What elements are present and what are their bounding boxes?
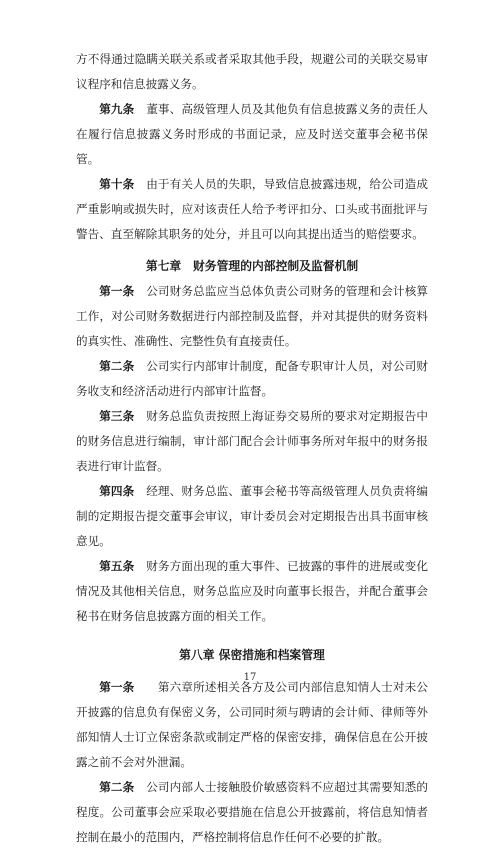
ch7-article-2 <box>76 354 428 404</box>
article-label: 第一条 <box>99 284 135 298</box>
article-text: 经理、财务总监、董事会秘书等高级管理人员负责将编制的定期报告提交董事会审议，审计委员会对定期报告出具书面审核意见。 <box>76 484 428 548</box>
ch7-article-3 <box>76 404 428 479</box>
ch7-article-4 <box>76 479 428 554</box>
article-label: 第四条 <box>99 484 135 498</box>
article-10 <box>76 172 428 247</box>
article-label: 第三条 <box>99 409 135 423</box>
ch7-article-1 <box>76 279 428 354</box>
article-label: 第五条 <box>99 559 135 573</box>
article-text: 公司财务总监应当总体负责公司财务的管理和会计核算工作，对公司财务数据进行内部控制及监督，并对其提供的财务资料的真实性、准确性、完整性负有直接责任。 <box>76 284 428 348</box>
article-text: 公司内部人士接触股价敏感资料不应超过其需要知悉的程度。公司董事会应采取必要措施在信息公开披露前，将信息知情者控制在最小的范围内，严格控制将信息作任何不必要的扩散。 <box>76 780 428 844</box>
article-9 <box>76 97 428 172</box>
article-label: 第二条 <box>99 359 135 373</box>
article-label: 第二条 <box>99 780 135 794</box>
ch8-article-1 <box>76 675 428 775</box>
article-label: 第九条 <box>99 102 135 116</box>
article-text: 第六章所述相关各方及公司内部信息知情人士对未公开披露的信息负有保密义务，公司同时须与聘请的会计师、律师等外部知情人士订立保密条款或制定严格的保密安排，确保信息在公开披露之前不会对外泄漏。 <box>76 680 428 769</box>
article-text: 公司实行内部审计制度，配备专职审计人员，对公司财务收支和经济活动进行内部审计监督。 <box>76 359 428 398</box>
ch8-article-2 <box>76 775 428 850</box>
ch7-article-5 <box>76 554 428 629</box>
article-label: 第十条 <box>99 177 135 191</box>
lead-paragraph: 方不得通过隐瞒关联关系或者采取其他手段，规避公司的关联交易审议程序和信息披露义务。 <box>76 52 428 91</box>
article-label: 第一条 <box>99 680 135 694</box>
article-text: 财务总监负责按照上海证券交易所的要求对定期报告中的财务信息进行编制，审计部门配合会计师事务所对年报中的财务报表进行审计监督。 <box>76 409 428 473</box>
article-text: 董事、高级管理人员及其他负有信息披露义务的责任人在履行信息披露义务时形成的书面记录，应及时送交董事会秘书保管。 <box>76 102 428 166</box>
chapter-8-title: 第八章 保密措施和档案管理 <box>179 648 325 662</box>
article-text: 财务方面出现的重大事件、已披露的事件的进展或变化情况及其他相关信息，财务总监应及时向董事长报告，并配合董事会秘书在财务信息披露方面的相关工作。 <box>76 559 428 623</box>
spacer <box>88 629 428 643</box>
chapter-7-title: 第七章 财务管理的内部控制及监督机制 <box>145 259 359 273</box>
page-number: 17 <box>243 672 257 683</box>
article-text: 由于有关人员的失职，导致信息披露违规，给公司造成严重影响或损失时，应对该责任人给予考评扣分、口头或书面批评与警告、直至解除其职务的处分，并且可以向其提出适当的赔偿要求。 <box>76 177 428 241</box>
spacer <box>88 247 428 254</box>
